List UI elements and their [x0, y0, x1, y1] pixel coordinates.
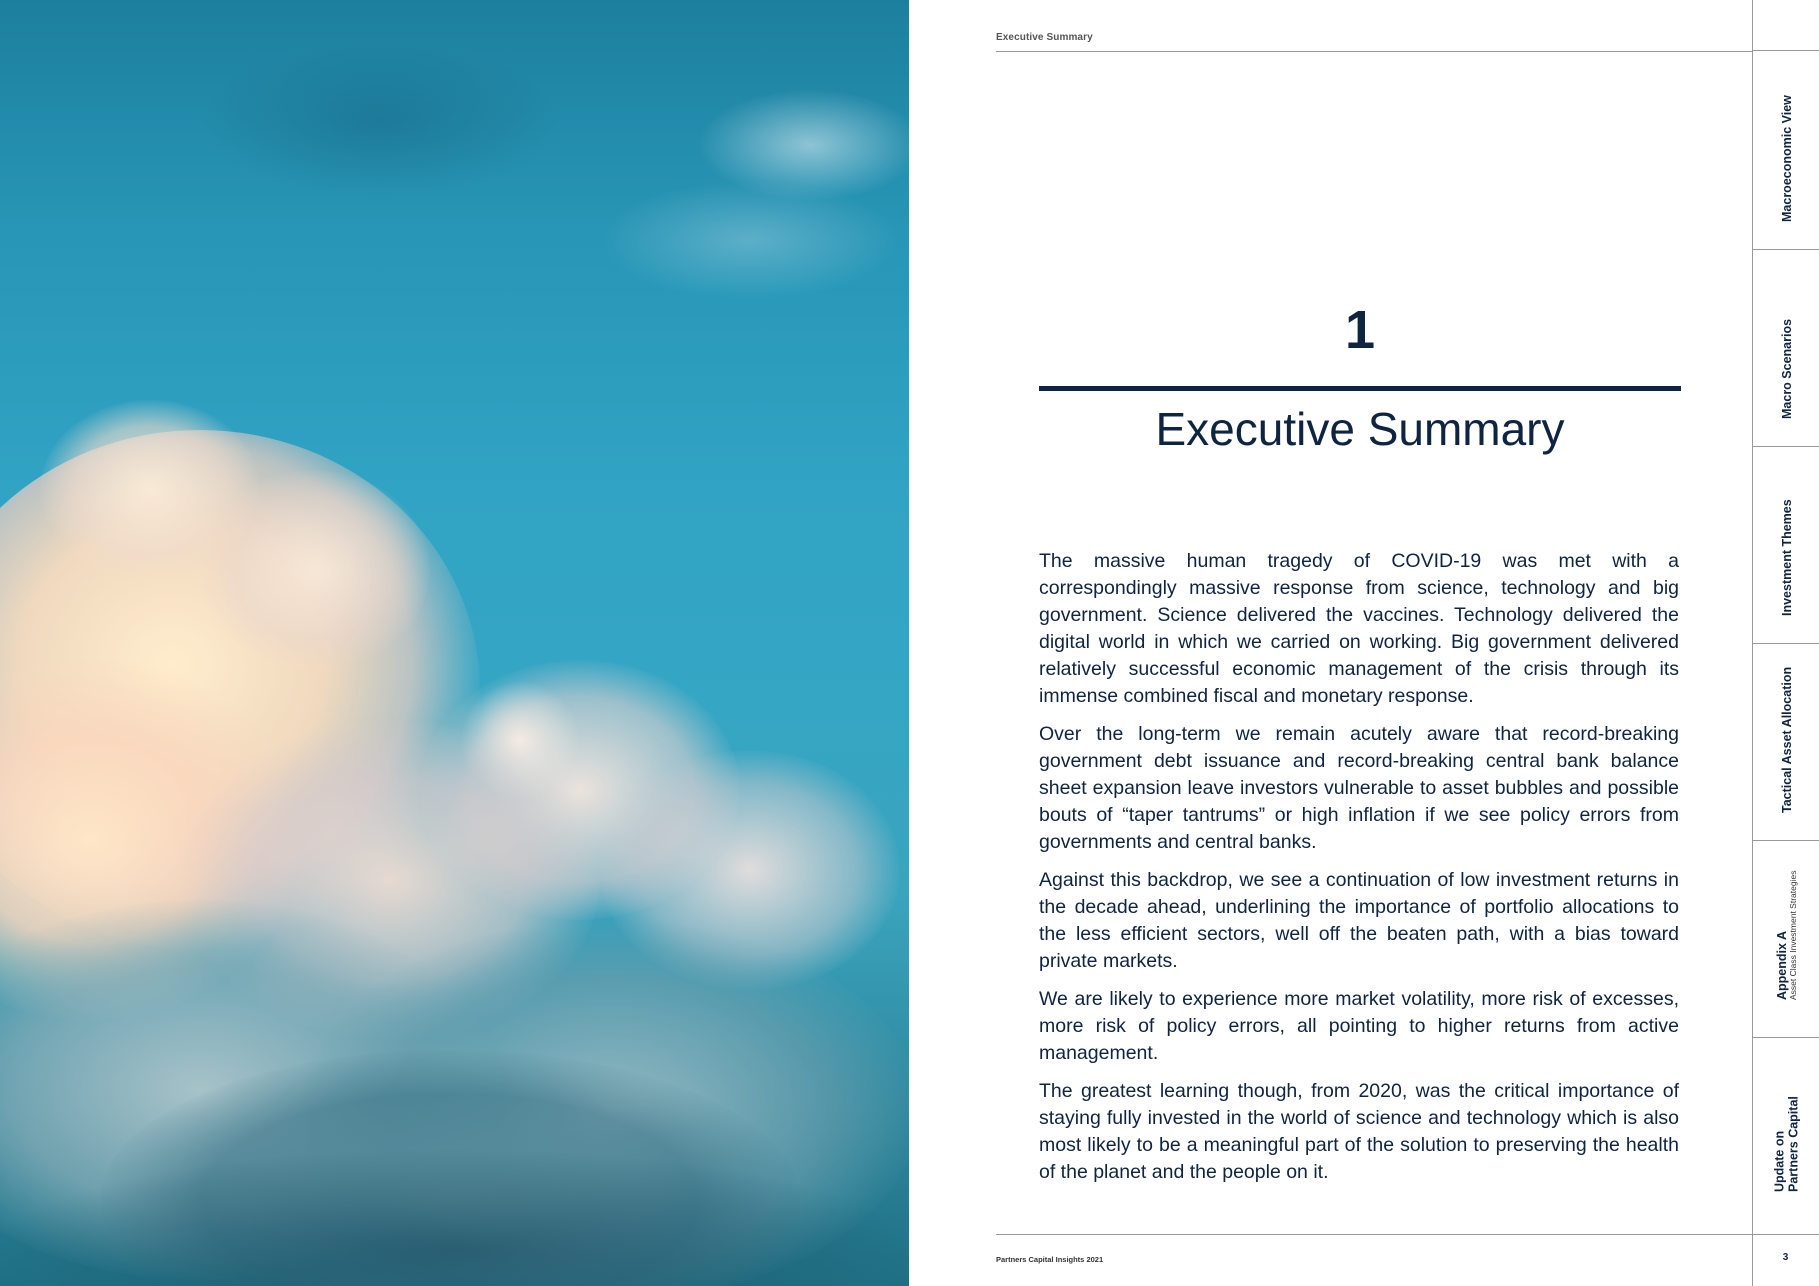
running-header: Executive Summary [996, 32, 1093, 43]
tab-label: Tactical Asset Allocation [1779, 666, 1794, 813]
tab-label: Update on Partners Capital [1772, 1096, 1801, 1193]
tab-label: Macroeconomic View [1779, 94, 1794, 222]
body-text [1039, 548, 1679, 1197]
footer-publication: Partners Capital Insights 2021 [996, 1255, 1104, 1264]
sky-clouds-photo [0, 0, 909, 1286]
tab-label: Appendix A Asset Class Investment Strategies [1774, 870, 1798, 1000]
paragraph: Over the long-term we remain acutely aware that record-breaking government debt issuance and record-breaking central bank balance sheet expansion leave investors vulnerable to asset bubbles and possible bouts of “taper tantrums” or high inflation if we see policy errors from governments and central banks. [1039, 723, 1679, 853]
paragraph: The massive human tragedy of COVID-19 was met with a correspondingly massive response from science, technology and big government. Science delivered the vaccines. Technology delivered the digital world in which we carried on working. Big government delivered relatively successful economic management of the crisis through its immense combined fiscal and monetary response. [1039, 550, 1679, 707]
tab-sublabel: Asset Class Investment Strategies [1787, 870, 1798, 1000]
tab-label: Macro Scenarios [1779, 318, 1794, 419]
tab-label: Investment Themes [1779, 498, 1794, 616]
tab-macroeconomic-view[interactable] [1753, 50, 1819, 250]
tab-update-on-partners-capital[interactable] [1753, 1037, 1819, 1235]
chapter-number: 1 [1344, 300, 1376, 360]
chapter-divider [1039, 386, 1681, 391]
paragraph: The greatest learning though, from 2020, was the critical importance of staying fully invested in the world of science and technology which is also most likely to be a meaningful part of the solution to preserving the health of the planet and the people on it. [1039, 1080, 1679, 1183]
page-number: 3 [1782, 1252, 1789, 1263]
tab-tactical-asset-allocation[interactable] [1753, 643, 1819, 841]
tab-investment-themes[interactable] [1753, 446, 1819, 644]
tab-appendix-a[interactable] [1753, 840, 1819, 1038]
header-divider [996, 51, 1752, 52]
paragraph: Against this backdrop, we see a continuation of low investment returns in the decade ahead, underlining the importance of portfolio allocations to the less efficient sectors, well off the beaten path, with a bias toward private markets. [1039, 869, 1679, 972]
paragraph: We are likely to experience more market volatility, more risk of excesses, more risk of policy errors, all pointing to higher returns from active management. [1039, 988, 1679, 1064]
section-tabs [1752, 0, 1819, 1286]
footer-divider [996, 1234, 1752, 1235]
chapter-title: Executive Summary [1155, 403, 1565, 455]
tab-macro-scenarios[interactable] [1753, 249, 1819, 447]
